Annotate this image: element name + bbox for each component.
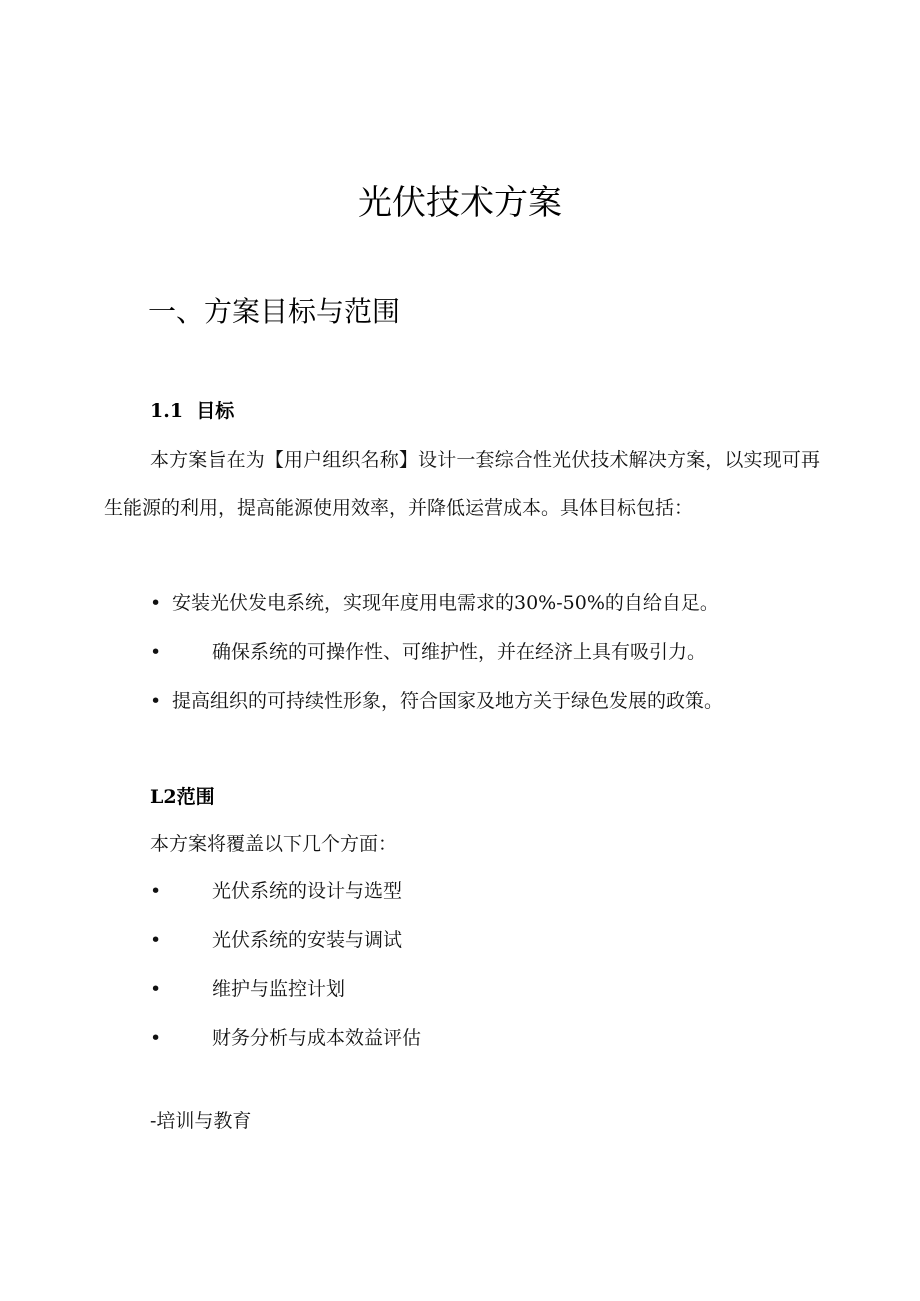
list-item-text: 光伏系统的设计与选型 xyxy=(212,880,403,902)
list-item xyxy=(150,876,850,906)
list-item xyxy=(150,925,850,955)
bullet-marker: • xyxy=(150,978,162,1000)
subheading-scope: L2范围 xyxy=(150,786,215,808)
list-item xyxy=(150,974,850,1004)
subheading-goal: 1.1 目标 xyxy=(150,400,235,422)
list-item xyxy=(150,588,850,618)
bullet-marker: • xyxy=(150,641,162,663)
document-title: 光伏技术方案 xyxy=(358,183,562,223)
list-item-text: 提高组织的可持续性形象，符合国家及地方关于绿色发展的政策。 xyxy=(172,690,724,712)
list-item-text: 光伏系统的安装与调试 xyxy=(212,929,403,951)
list-item xyxy=(150,1023,850,1053)
list-item-text: 确保系统的可操作性、可维护性，并在经济上具有吸引力。 xyxy=(212,641,707,663)
list-item-text: 安装光伏发电系统，实现年度用电需求的30%-50%的自给自足。 xyxy=(172,592,719,614)
bullet-marker: • xyxy=(150,929,162,951)
bullet-marker: • xyxy=(150,1027,162,1049)
bullet-marker: • xyxy=(150,880,162,902)
list-item xyxy=(150,637,850,667)
dash-list-item: -培训与教育 xyxy=(150,1110,252,1132)
scope-paragraph: 本方案将覆盖以下几个方面： xyxy=(150,833,398,855)
bullet-marker: • xyxy=(150,690,162,712)
goal-paragraph: 本方案旨在为【用户组织名称】设计一套综合性光伏技术解决方案，以实现可再生能源的利用，提高能源使用效率，并降低运营成本。具体目标包括： xyxy=(104,449,820,519)
list-item-text: 财务分析与成本效益评估 xyxy=(212,1027,422,1049)
list-item xyxy=(150,686,850,716)
list-item-text: 维护与监控计划 xyxy=(212,978,346,1000)
section-heading-goals-scope: 一、方案目标与范围 xyxy=(148,295,401,328)
bullet-marker: • xyxy=(150,592,162,614)
